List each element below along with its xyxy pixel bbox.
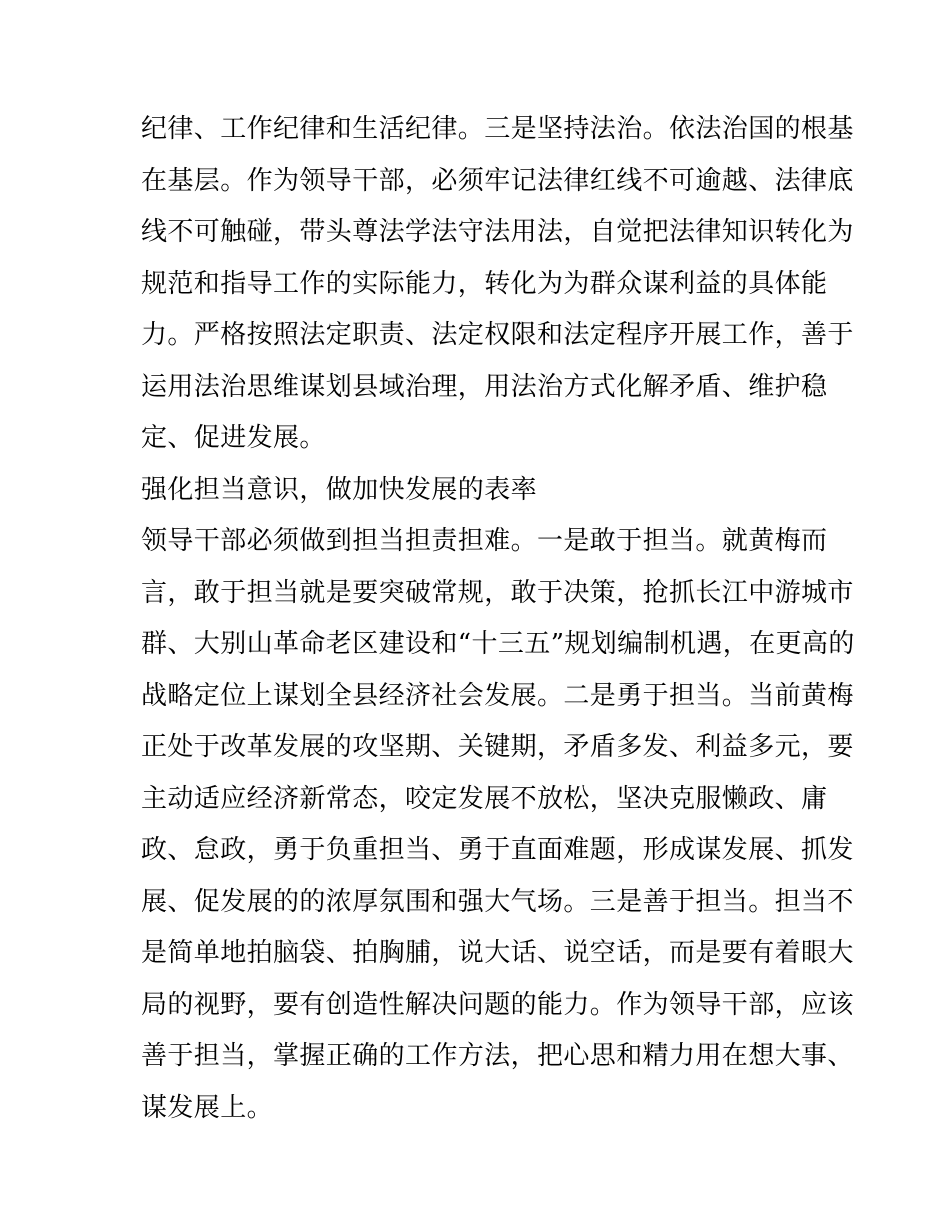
text-line: 规范和指导工作的实际能力，转化为为群众谋利益的具体能 [141,268,828,299]
text-line: 力。严格按照法定职责、法定权限和法定程序开展工作，善于 [141,320,854,350]
text-line: 是简单地拍脑袋、拍胸脯，说大话、说空话，而是要有着眼大 [141,938,854,968]
text-line: 主动适应经济新常态，咬定发展不放松，坚决克服懒政、庸 [141,783,828,814]
text-line: 纪律、工作纪律和生活纪律。三是坚持法治。依法治国的根基 [141,114,854,144]
text-line: 领导干部必须做到担当担责担难。一是敢于担当。就黄梅而 [141,526,828,556]
text-line: 在基层。作为领导干部，必须牢记法律红线不可逾越、法律底 [141,165,854,196]
text-line: 正处于改革发展的攻坚期、关键期，矛盾多发、利益多元，要 [141,732,854,762]
text-line: 局的视野，要有创造性解决问题的能力。作为领导干部，应该 [141,989,854,1020]
text-line: 展、促发展的的浓厚氛围和强大气场。三是善于担当。担当不 [141,886,854,917]
text-line: 运用法治思维谋划县域治理，用法治方式化解矛盾、维护稳 [141,371,828,402]
section-heading: 强化担当意识，做加快发展的表率 [141,474,538,505]
text-line: 线不可触碰，带头尊法学法守法用法，自觉把法律知识转化为 [141,217,854,247]
text-line: 战略定位上谋划全县经济社会发展。二是勇于担当。当前黄梅 [141,680,854,711]
text-line: 谋发展上。 [141,1092,274,1123]
text-line: 善于担当，掌握正确的工作方法，把心思和精力用在想大事、 [141,1041,854,1071]
text-line: 言，敢于担当就是要突破常规，敢于决策，抢抓长江中游城市 [141,577,854,608]
text-line: 定、促进发展。 [141,423,326,453]
text-line: 政、怠政，勇于负重担当、勇于直面难题，形成谋发展、抓发 [141,835,854,865]
body-text [141,104,855,1134]
text-line: 群、大别山革命老区建设和“十三五”规划编制机遇，在更高的 [141,629,855,659]
